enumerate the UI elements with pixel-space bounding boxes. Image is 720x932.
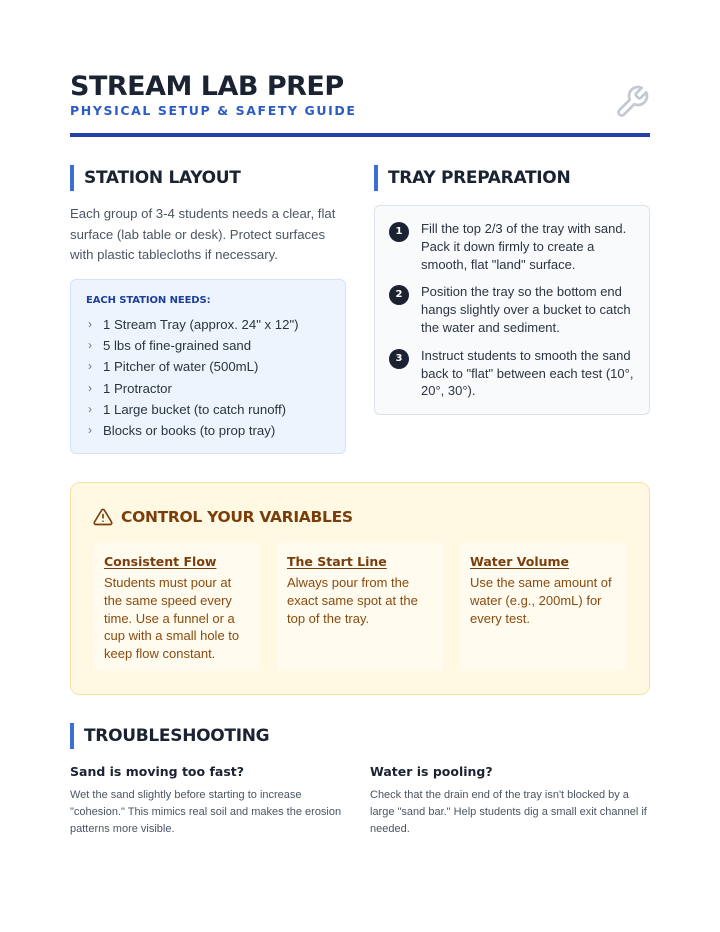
variable-card-title: The Start Line: [287, 554, 387, 569]
step-text: Fill the top 2/3 of the tray with sand. Pack it down firmly to create a smooth, flat "land" surface.: [421, 221, 627, 272]
station-needs-title: EACH STATION NEEDS:: [86, 295, 211, 306]
needs-item-label: 1 Pitcher of water (500mL): [103, 359, 259, 375]
station-needs-list: [86, 314, 330, 441]
variable-card-title: Water Volume: [470, 554, 570, 569]
station-layout-heading: STATION LAYOUT: [70, 165, 241, 191]
list-item: [86, 335, 330, 356]
tray-step: [389, 220, 635, 273]
chevron-right-icon: ›: [88, 359, 92, 374]
chevron-right-icon: ›: [88, 423, 92, 438]
troubleshooting-answer: Check that the drain end of the tray isn't blocked by a large "sand bar." Help students dig a small exit channel if needed.: [370, 789, 647, 836]
step-number-badge: 3: [389, 349, 409, 369]
step-text: Position the tray so the bottom end hangs slightly over a bucket to catch the water and sediment.: [421, 284, 631, 335]
station-layout-intro: Each group of 3-4 students needs a clear, flat surface (lab table or desk). Protect surfaces with plastic tablecloths if necessary.: [70, 206, 336, 262]
tray-step: [389, 347, 635, 400]
variable-card-text: Use the same amount of water (e.g., 200mL) for every test.: [470, 575, 612, 626]
variable-card-water-volume: [460, 543, 626, 671]
list-item: [86, 399, 330, 420]
list-item: [86, 420, 330, 441]
page-subtitle: PHYSICAL SETUP & SAFETY GUIDE: [70, 103, 357, 118]
tray-step: [389, 283, 635, 336]
list-item: [86, 314, 330, 335]
needs-item-label: 5 lbs of fine-grained sand: [103, 338, 252, 354]
variable-card-flow: [94, 543, 260, 671]
needs-item-label: 1 Stream Tray (approx. 24" x 12"): [103, 317, 299, 332]
warning-triangle-icon: [93, 507, 113, 527]
station-needs-box: [70, 279, 346, 454]
control-variables-box: [70, 482, 650, 695]
needs-item-label: 1 Large bucket (to catch runoff): [103, 401, 287, 417]
step-text: Instruct students to smooth the sand back to "flat" between each test (10°, 20°, 30°).: [421, 347, 634, 399]
wrench-icon: [614, 84, 650, 120]
chevron-right-icon: ›: [88, 317, 92, 331]
troubleshooting-question: Water is pooling?: [370, 764, 493, 779]
variable-card-text: Always pour from the exact same spot at the top of the tray.: [287, 575, 418, 626]
needs-item-label: 1 Protractor: [103, 380, 172, 396]
page-header: [70, 68, 650, 138]
chevron-right-icon: ›: [88, 380, 92, 395]
header-divider: [70, 133, 650, 137]
step-number-badge: 1: [389, 222, 409, 242]
troubleshooting-answer: Wet the sand slightly before starting to increase "cohesion." This mimics real soil and makes the erosion patterns more visible.: [70, 789, 342, 836]
page-title: STREAM LAB PREP: [70, 71, 344, 102]
chevron-right-icon: ›: [88, 338, 92, 353]
tray-preparation-heading: TRAY PREPARATION: [374, 165, 570, 191]
list-item: [86, 356, 330, 377]
page: [70, 0, 650, 932]
list-item: [86, 378, 330, 399]
control-variables-heading: CONTROL YOUR VARIABLES: [121, 508, 353, 526]
step-number-badge: 2: [389, 285, 409, 305]
variable-card-text: Students must pour at the same speed every time. Use a funnel or a cup with a small hole to keep flow constant.: [104, 575, 240, 662]
needs-item-label: Blocks or books (to prop tray): [103, 423, 276, 439]
variable-card-start-line: [277, 543, 443, 671]
troubleshooting-question: Sand is moving too fast?: [70, 764, 244, 779]
chevron-right-icon: ›: [88, 401, 92, 416]
variable-card-title: Consistent Flow: [104, 554, 217, 569]
tray-steps-box: [374, 205, 650, 415]
troubleshooting-heading: TROUBLESHOOTING: [70, 723, 269, 749]
